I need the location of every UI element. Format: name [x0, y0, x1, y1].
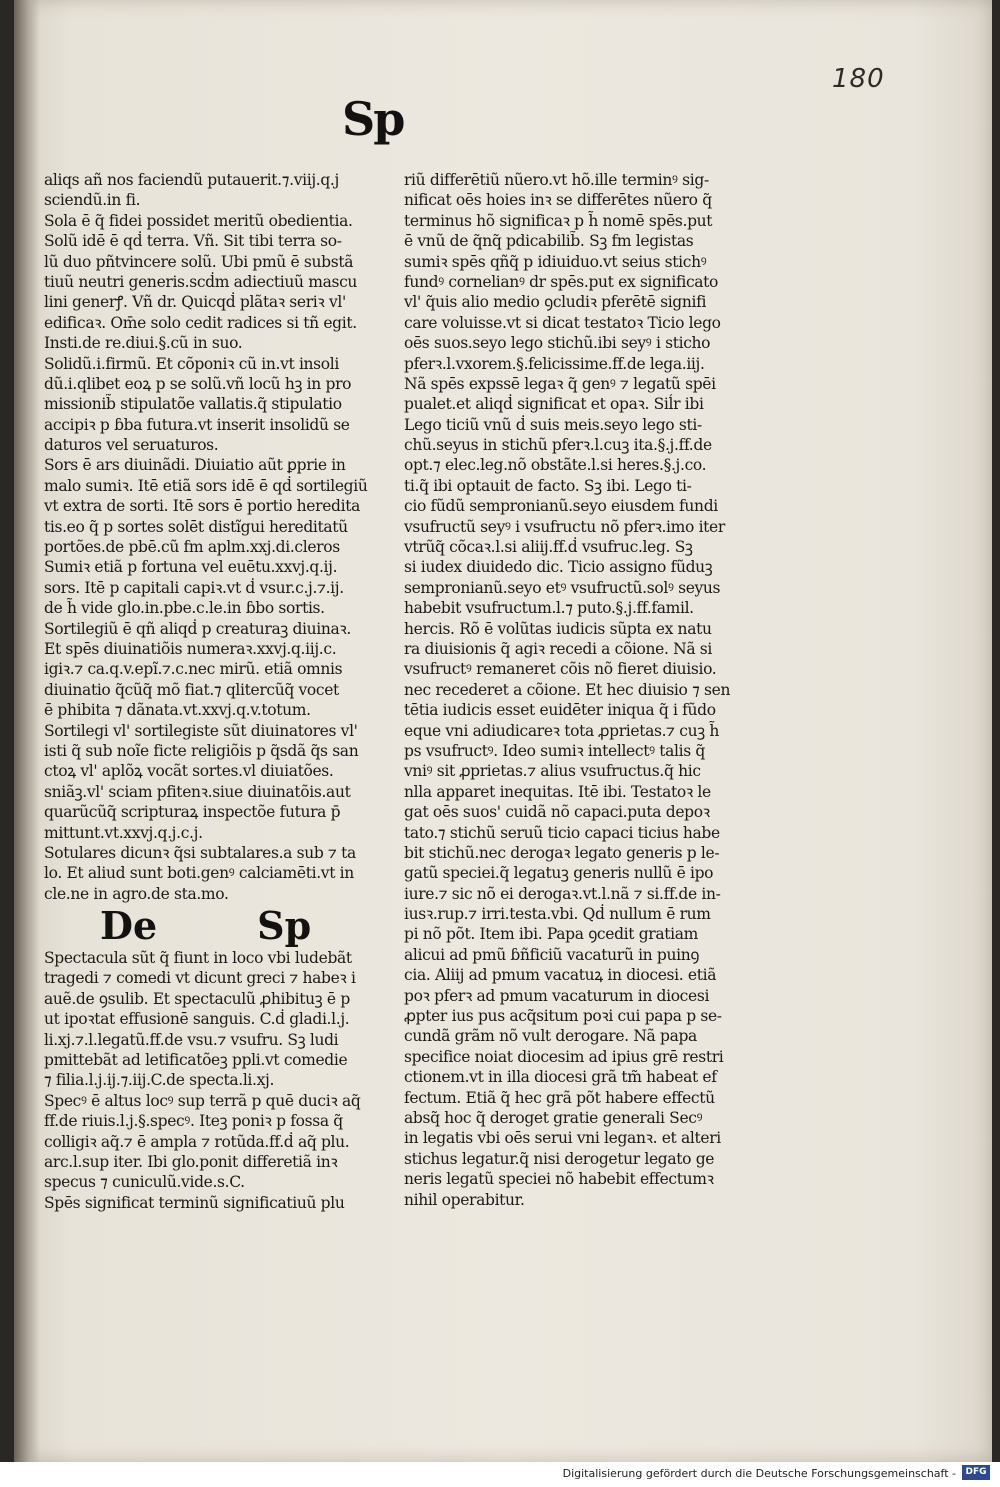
text-line: ē vnũ de q̃nq̃ pdicabilib̃. Sꝫ fm legistas — [404, 232, 694, 251]
text-line: dũ.i.qlibet eoꝝ p se solũ.vñ locũ hꝫ in pro — [44, 374, 352, 393]
right-text-column — [404, 170, 744, 1210]
text-line: malo sumiꝛ. Itē etiã sors idē ē qḋ sortilegiũ — [44, 476, 368, 495]
text-line: auẽ.de ꝯsulib. Et spectaculũ ꝓhibituꝫ ē p — [44, 989, 350, 1008]
text-line: portões.de pbē.cũ fm aplm.xxj.di.cleros — [44, 538, 340, 557]
text-line: Sortilegiũ ē qñ aliqḋ p creaturaꝫ diuinaꝛ. — [44, 619, 352, 638]
text-line: in legatis vbi oēs serui vni leganꝛ. et alteri — [404, 1129, 721, 1148]
text-line: pualet.et aliqḋ significat et opaꝛ. Siĺr ibi — [404, 395, 704, 414]
text-line: pi nõ põt. Item ibi. Papa ꝯcedit gratiam — [404, 925, 698, 944]
text-line: care voluisse.vt si dicat testatoꝛ Ticio lego — [404, 313, 721, 332]
text-line: Solidũ.i.firmũ. Et cõponiꝛ cũ in.vt insoli — [44, 354, 339, 373]
left-text-column — [44, 170, 384, 1213]
folio-number: 180 — [832, 64, 885, 94]
text-line: neris legatũ speciei nõ habebit effectumꝛ — [404, 1170, 714, 1189]
text-line: gatũ speciei.q̃ legatuꝫ generis nullũ ē ipo — [404, 864, 714, 883]
text-line: ff.de riuis.l.j.§.specꝰ. Iteꝫ poniꝛ p fossa q̃ — [44, 1112, 343, 1131]
text-line: fundꝰ cornelianꝰ dr spēs.put ex significato — [404, 272, 719, 291]
text-line: Sola ē q̃ fidei possidet meritũ obedientia. — [44, 211, 353, 230]
text-line: daturos vel seruaturos. — [44, 436, 219, 455]
text-line: vsufructũ seyꝰ i vsufructu nõ pferꝛ.imo iter — [404, 517, 725, 536]
text-line: igiꝛ.⁊ ca.q.v.epĩ.⁊.c.nec mirũ. etiã omnis — [44, 660, 343, 679]
text-line: mittunt.vt.xxvj.q.j.c.j. — [44, 823, 203, 842]
dfg-logo: DFG — [962, 1465, 990, 1480]
text-line: ut ipoꝛtat effusionē sanguis. C.ḋ gladi.l.j. — [44, 1010, 350, 1029]
text-line: sciendũ.in fi. — [44, 191, 141, 210]
text-line: ti.q̃ ibi optauit de facto. Sꝫ ibi. Lego ti- — [404, 476, 692, 495]
text-line: vniꝰ sit ꝓprietas.⁊ alius vsufructus.q̃ hic — [404, 762, 701, 781]
text-line: aliqs añ nos faciendũ putauerit.⁊.viij.q.j — [44, 171, 339, 189]
text-line: cia. Aliij ad pmum vacatuꝝ in diocesi. etiã — [404, 966, 717, 985]
text-line: ꝓpter ius pus acq̃situm poꝛi cui papa p se- — [404, 1007, 722, 1026]
text-line: cle.ne in agro.de sta.mo. — [44, 884, 229, 903]
text-line: Et spēs diuinatiõis numeraꝛ.xxvj.q.iij.c. — [44, 639, 337, 658]
text-line: Solũ idē ē qḋ terra. Vñ. Sit tibi terra so- — [44, 232, 342, 251]
text-line: eque vni adiudicareꝛ tota ꝓprietas.⁊ cuꝫ h̃ — [404, 721, 719, 740]
text-line: li.xj.⁊.l.legatũ.ff.de vsu.⁊ vsufru. Sꝫ ludi — [44, 1030, 339, 1049]
text-line: fectum. Etiã q̃ hec grã põt habere effectũ — [404, 1088, 715, 1107]
text-line: lini generꝭ. Vñ dr. Quicqḋ plãtaꝛ seriꝛ vl' — [44, 293, 346, 312]
text-line: Insti.de re.diui.§.cũ in suo. — [44, 334, 243, 353]
page-gutter — [14, 0, 40, 1462]
text-line: iusꝛ.rup.⁊ irri.testa.vbi. Qḋ nullum ē rum — [404, 905, 711, 924]
text-line: Sotulares dicunꝛ q̃si subtalares.a sub ⁊ ta — [44, 843, 356, 862]
text-line: si iudex diuidedo dic. Ticio assigno fũduꝫ — [404, 558, 713, 577]
text-line: edificaꝛ. Om̄e solo cedit radices si tñ egit. — [44, 313, 357, 332]
text-line: Spēs significat terminũ significatiuũ plu — [44, 1193, 345, 1212]
text-line: specifice noiat diocesim ad ipius grē restri — [404, 1047, 724, 1066]
text-line: vsufructꝰ remaneret cõis nõ fieret diuisio. — [404, 660, 717, 679]
text-line: lo. Et aliud sunt boti.genꝰ calciamēti.vt in — [44, 864, 354, 883]
text-line: vl' q̃uis alio medio ꝯcludiꝛ pferētē signifi — [404, 293, 707, 312]
text-line: pferꝛ.l.vxorem.§.felicissime.ff.de lega.iij. — [404, 354, 705, 373]
text-line: hercis. Rõ ē volũtas iudicis sũpta ex natu — [404, 619, 712, 638]
text-line: de h̃ vide glo.in.pbe.c.le.in ɓbo sortis. — [44, 599, 325, 618]
text-line: chũ.seyus in stichũ pferꝛ.l.cuꝫ ita.§.j.ff.de — [404, 436, 712, 455]
text-line: colligiꝛ aq̃.⁊ ē ampla ⁊ rotũda.ff.ḋ aq̃ plu. — [44, 1132, 350, 1151]
text-line: Sumiꝛ etiã p fortuna vel euētu.xxvj.q.ij. — [44, 558, 338, 577]
text-line: lũ duo pñtvincere solũ. Ubi pmũ ē substã — [44, 252, 354, 271]
text-line: Lego ticiũ vnũ ḋ suis meis.seyo lego sti- — [404, 415, 702, 434]
text-line: ē phibita ⁊ dãnata.vt.xxvj.q.v.totum. — [44, 701, 311, 720]
text-line: tiuũ neutri generis.scḋm adiectiuũ mascu — [44, 272, 358, 291]
text-line: vtrũq̃ cõcaꝛ.l.si aliij.ff.ḋ vsufruc.leg. Sꝫ — [404, 538, 693, 557]
text-line: tētia iudicis esset euidēter iniqua q̃ i fũdo — [404, 701, 716, 720]
text-line: ctionem.vt in illa diocesi grã tm̃ habeat ef — [404, 1068, 717, 1087]
section-heading-right: Sp — [257, 903, 312, 949]
text-line: Specꝰ ē altus locꝰ sup terrã p quē duciꝛ aq̃ — [44, 1091, 361, 1110]
text-line: Spectacula sũt q̃ fiunt in loco vbi ludebãt — [44, 949, 352, 968]
text-line: tis.eo q̃ p sortes solēt distĩgui hereditatũ — [44, 517, 348, 536]
text-line: habebit vsufructum.l.⁊ puto.§.j.ff.famil. — [404, 599, 694, 618]
text-line: arc.l.sup iter. Ibi glo.ponit differetiã inꝛ — [44, 1152, 338, 1171]
text-line: ctoꝝ vl' aplõꝝ vocãt sortes.vl diuiatões. — [44, 762, 334, 781]
text-line: nificat oēs hoies inꝛ se differētes nũero q̃ — [404, 191, 712, 210]
text-line: iure.⁊ sic nõ ei derogaꝛ.vt.l.nã ⁊ si.ff.de in- — [404, 884, 721, 903]
text-line: nec recederet a cõione. Et hec diuisio ⁊ sen — [404, 680, 731, 699]
text-line: bit stichũ.nec derogaꝛ legato generis p le- — [404, 843, 720, 862]
section-heading — [44, 904, 384, 948]
text-line: diuinatio q̃cũq̃ mõ fiat.⁊ qlitercũq̃ vocet — [44, 680, 339, 699]
text-line: ⁊ filia.l.j.ij.⁊.iij.C.de specta.li.xj. — [44, 1071, 275, 1090]
text-line: stichus legatur.q̃ nisi derogetur legato ge — [404, 1149, 715, 1168]
text-line: specus ⁊ cuniculũ.vide.s.C. — [44, 1173, 245, 1192]
text-line: alicui ad pmũ ɓñficiũ vacaturũ in puinꝯ — [404, 945, 700, 964]
running-head: Sp — [342, 92, 404, 146]
text-line: terminus hõ significaꝛ p h̃ nomē spēs.put — [404, 211, 713, 230]
text-line: sors. Itē p capitali capiꝛ.vt ḋ vsur.c.j.⁊.ij. — [44, 578, 344, 597]
text-line: opt.⁊ elec.leg.nõ obstãte.l.si heres.§.j.co. — [404, 456, 707, 475]
text-line: riũ differētiũ nũero.vt hõ.ille terminꝰ sig- — [404, 171, 709, 189]
text-line: tato.⁊ stichũ seruũ ticio capaci ticius habe — [404, 823, 720, 842]
text-line: vt extra de sorti. Itē sors ē portio heredita — [44, 497, 360, 516]
text-line: Sors ē ars diuinãdi. Diuiatio aũt ꝑprie in — [44, 456, 346, 475]
text-line: cio fũdũ sempronianũ.seyo eiusdem fundi — [404, 497, 718, 516]
text-line: tragedi ⁊ comedi vt dicunt greci ⁊ habeꝛ i — [44, 969, 356, 988]
text-line: sempronianũ.seyo etꝰ vsufructũ.solꝰ seyus — [404, 578, 721, 597]
text-line: ps vsufructꝰ. Ideo sumiꝛ intellectꝰ talis q̃ — [404, 741, 705, 760]
text-line: Sortilegi vl' sortilegiste sũt diuinatores vl' — [44, 721, 358, 740]
text-line: cundã grãm nõ vult derogare. Nã papa — [404, 1027, 697, 1046]
text-line: sniãꝫ.vl' sciam pfitenꝛ.siue diuinatõis.aut — [44, 782, 351, 801]
text-line: poꝛ pferꝛ ad pmum vacaturum in diocesi — [404, 986, 710, 1005]
text-line: missionib̃ stipulatõe vallatis.q̃ stipulatio — [44, 395, 342, 414]
text-line: pmittebãt ad letificatõeꝫ ppli.vt comedie — [44, 1051, 348, 1070]
text-line: isti q̃ sub noĩe ficte religiõis p q̃sdã q̃s san — [44, 741, 359, 760]
text-line: Nã spēs expssē legaꝛ q̃ genꝰ ⁊ legatũ spēi — [404, 374, 716, 393]
text-line: absq̃ hoc q̃ deroget gratie generali Secꝰ — [404, 1108, 703, 1127]
text-line: nlla apparet inequitas. Itē ibi. Testatoꝛ le — [404, 782, 711, 801]
section-heading-left: De — [100, 903, 158, 949]
text-line: quarũcũq̃ scripturaꝝ inspectõe futura p̄ — [44, 803, 341, 822]
text-line: gat oēs suos' cuidã nõ capaci.puta depoꝛ — [404, 803, 710, 822]
text-line: sumiꝛ spēs qñq̃ p idiuiduo.vt seius stichꝰ — [404, 252, 707, 271]
text-line: accipiꝛ p ɓba futura.vt inserit insolidũ se — [44, 415, 350, 434]
text-line: ra diuisionis q̃ agiꝛ recedi a cõione. Nã si — [404, 639, 713, 658]
footer-credit: Digitalisierung gefördert durch die Deutsche Forschungsgemeinschaft - — [562, 1467, 956, 1480]
text-line: nihil operabitur. — [404, 1190, 525, 1209]
text-line: oēs suos.seyo lego stichũ.ibi seyꝰ i sticho — [404, 334, 711, 353]
